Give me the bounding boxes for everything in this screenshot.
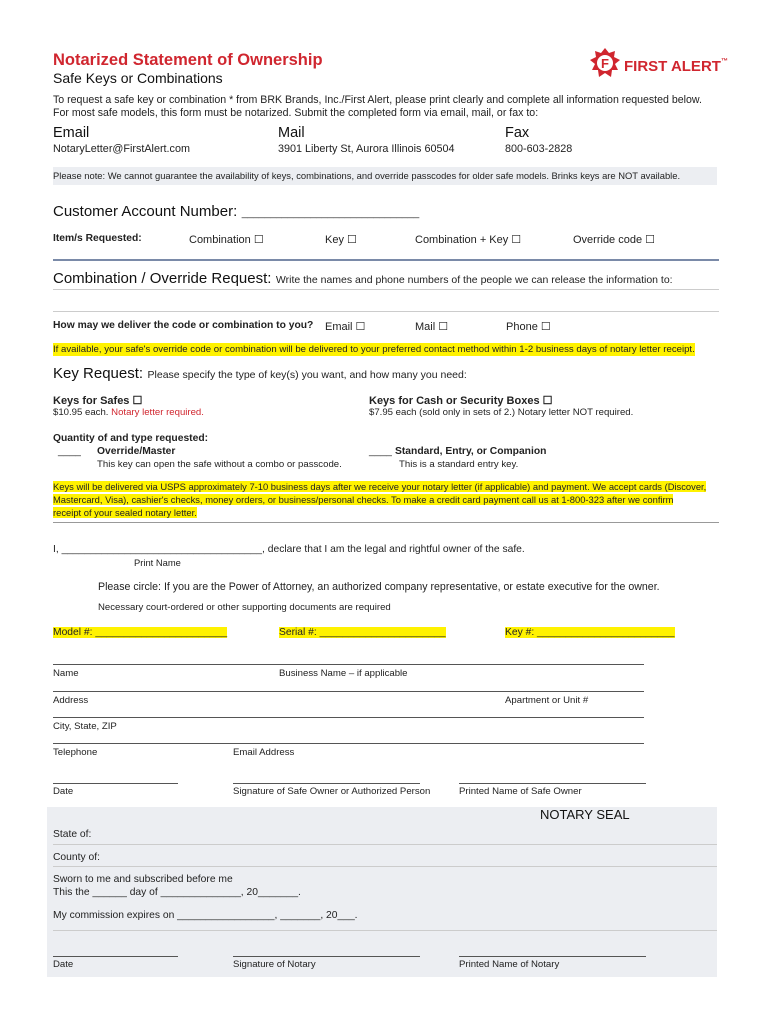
- name-line[interactable]: [53, 664, 644, 665]
- standard-quantity-field[interactable]: ____: [369, 446, 392, 457]
- serial-number-field[interactable]: Serial #: ______________________: [279, 627, 446, 638]
- safes-notary-required: Notary letter required.: [111, 407, 204, 418]
- notary-printed-name-line[interactable]: [459, 956, 646, 957]
- owner-signature-label: Signature of Safe Owner or Authorized Person: [233, 786, 431, 797]
- fax-heading: Fax: [505, 125, 530, 141]
- section-divider-2: [53, 522, 719, 523]
- name-label: Name: [53, 668, 79, 679]
- notary-printed-name-label: Printed Name of Notary: [459, 959, 560, 970]
- notary-seal-label: NOTARY SEAL: [540, 807, 630, 822]
- notary-county-label: County of:: [53, 852, 100, 863]
- city-line[interactable]: [53, 717, 644, 718]
- key-delivery-highlight: [53, 481, 706, 519]
- firefighter-shield-icon: [588, 47, 622, 83]
- email-address-label: Email Address: [233, 747, 295, 758]
- email-value[interactable]: NotaryLetter@FirstAlert.com: [53, 143, 190, 155]
- account-number-field[interactable]: _______________________________: [241, 208, 420, 219]
- items-requested-label: Item/s Requested:: [53, 233, 142, 244]
- brand-logo: F FIRST ALERT™: [588, 47, 728, 85]
- key-number-field[interactable]: Key #: ________________________: [505, 627, 675, 638]
- notary-state-label: State of:: [53, 829, 92, 840]
- owner-printed-name-label: Printed Name of Safe Owner: [459, 786, 582, 797]
- notary-county-line[interactable]: [53, 866, 717, 867]
- page-title: Notarized Statement of Ownership: [53, 51, 323, 69]
- override-quantity-field[interactable]: ____: [58, 446, 81, 457]
- notary-date-label: Date: [53, 959, 74, 970]
- deliver-email[interactable]: Email ☐: [325, 321, 366, 333]
- safes-price: $10.95 each.: [53, 407, 109, 418]
- mail-value: 3901 Liberty St, Aurora Illinois 60504: [278, 143, 455, 155]
- override-desc: This key can open the safe without a combo or passcode.: [97, 459, 342, 470]
- key-delivery-line-2: Mastercard, Visa), cashier's checks, money orders, or business/personal checks. To make a credit card payment call us at 1-800-323 after we confirm: [53, 493, 674, 505]
- combination-desc: Write the names and phone numbers of the people we can release the information to:: [275, 274, 673, 286]
- fax-value: 800-603-2828: [505, 143, 573, 155]
- override-label: Override/Master: [97, 446, 176, 457]
- address-label: Address: [53, 695, 89, 706]
- cash-price: $7.95 each (sold only in sets of 2.) Notary letter NOT required.: [369, 407, 634, 418]
- key-delivery-line-1: Keys will be delivered via USPS approximately 7-10 business days after we receive your notary letter (if applicable) and payment. We accept cards (Discover,: [53, 481, 707, 492]
- date-label: Date: [53, 786, 74, 797]
- print-name-field[interactable]: I, ___________________________________,: [53, 544, 265, 555]
- key-request-title: Key Request:: [53, 365, 144, 382]
- release-line-2[interactable]: [53, 311, 719, 312]
- deliver-phone[interactable]: Phone ☐: [506, 321, 551, 333]
- delivery-highlight: If available, your safe's override code or combination will be delivered to your preferred contact method within 1-2 business days of notary letter receipt.: [53, 344, 695, 355]
- option-combination-key[interactable]: Combination + Key ☐: [415, 234, 522, 246]
- intro-line-2: For most safe models, this form must be notarized. Submit the completed form via email, mail, or fax to:: [53, 106, 539, 119]
- combination-header: [53, 270, 673, 288]
- notary-date-line[interactable]: [53, 956, 178, 957]
- mail-heading: Mail: [278, 125, 305, 141]
- print-name-caption: Print Name: [134, 557, 181, 568]
- declaration-text: declare that I am the legal and rightful owner of the safe.: [267, 544, 525, 555]
- owner-signature-line[interactable]: [233, 783, 420, 784]
- key-request-desc: Please specify the type of key(s) you want, and how many you need:: [147, 369, 467, 381]
- combination-title: Combination / Override Request:: [53, 270, 272, 287]
- supporting-docs-note: Necessary court-ordered or other supporting documents are required: [98, 602, 391, 613]
- notary-signature-label: Signature of Notary: [233, 959, 316, 970]
- telephone-line[interactable]: [53, 743, 644, 744]
- section-divider: [53, 259, 719, 261]
- city-label: City, State, ZIP: [53, 721, 117, 732]
- safes-price-row: [53, 407, 204, 418]
- email-heading: Email: [53, 125, 90, 141]
- business-name-label: Business Name – if applicable: [279, 668, 408, 679]
- notary-commission-field[interactable]: My commission expires on _________________, _______, 20___.: [53, 910, 358, 921]
- deliver-mail[interactable]: Mail ☐: [415, 321, 449, 333]
- brand-name: FIRST ALERT: [624, 58, 721, 75]
- notary-state-line[interactable]: [53, 844, 717, 845]
- telephone-label: Telephone: [53, 747, 98, 758]
- notary-sworn-text: Sworn to me and subscribed before me: [53, 874, 233, 885]
- deliver-label: How may we deliver the code or combination to you?: [53, 320, 314, 331]
- standard-label: Standard, Entry, or Companion: [395, 446, 547, 457]
- model-number-field[interactable]: Model #: _______________________: [53, 627, 228, 638]
- date-line[interactable]: [53, 783, 178, 784]
- keys-for-safes-option[interactable]: Keys for Safes ☐: [53, 395, 143, 407]
- page-subtitle: Safe Keys or Combinations: [53, 70, 223, 86]
- address-line[interactable]: [53, 691, 644, 692]
- option-key[interactable]: Key ☐: [325, 234, 357, 246]
- quantity-label: Quantity of and type requested:: [53, 433, 209, 444]
- option-combination[interactable]: Combination ☐: [189, 234, 264, 246]
- owner-printed-name-line[interactable]: [459, 783, 646, 784]
- circle-instruction: Please circle: If you are the Power of Attorney, an authorized company representative, or estate executive for the owner.: [98, 581, 660, 593]
- account-number-row: [53, 203, 419, 221]
- key-request-header: [53, 365, 467, 383]
- intro-text: [53, 94, 702, 119]
- notary-divider: [53, 930, 717, 931]
- option-override-code[interactable]: Override code ☐: [573, 234, 656, 246]
- account-number-label: Customer Account Number:: [53, 203, 238, 220]
- apartment-label: Apartment or Unit #: [505, 695, 589, 706]
- key-delivery-line-3: receipt of your sealed notary letter.: [53, 506, 197, 518]
- release-line-1[interactable]: [53, 289, 719, 290]
- notary-signature-line[interactable]: [233, 956, 420, 957]
- availability-note: Please note: We cannot guarantee the availability of keys, combinations, and override passcodes for older safe models. Brinks keys are NOT available.: [53, 167, 717, 185]
- standard-desc: This is a standard entry key.: [399, 459, 519, 470]
- logo-f-letter: F: [601, 56, 609, 71]
- notary-date-field[interactable]: This the ______ day of ______________, 20_______.: [53, 887, 301, 898]
- declaration-row: [53, 544, 525, 555]
- keys-for-cash-boxes-option[interactable]: Keys for Cash or Security Boxes ☐: [369, 395, 553, 407]
- intro-line-1: To request a safe key or combination * from BRK Brands, Inc./First Alert, please print clearly and complete all information requested below.: [53, 94, 702, 106]
